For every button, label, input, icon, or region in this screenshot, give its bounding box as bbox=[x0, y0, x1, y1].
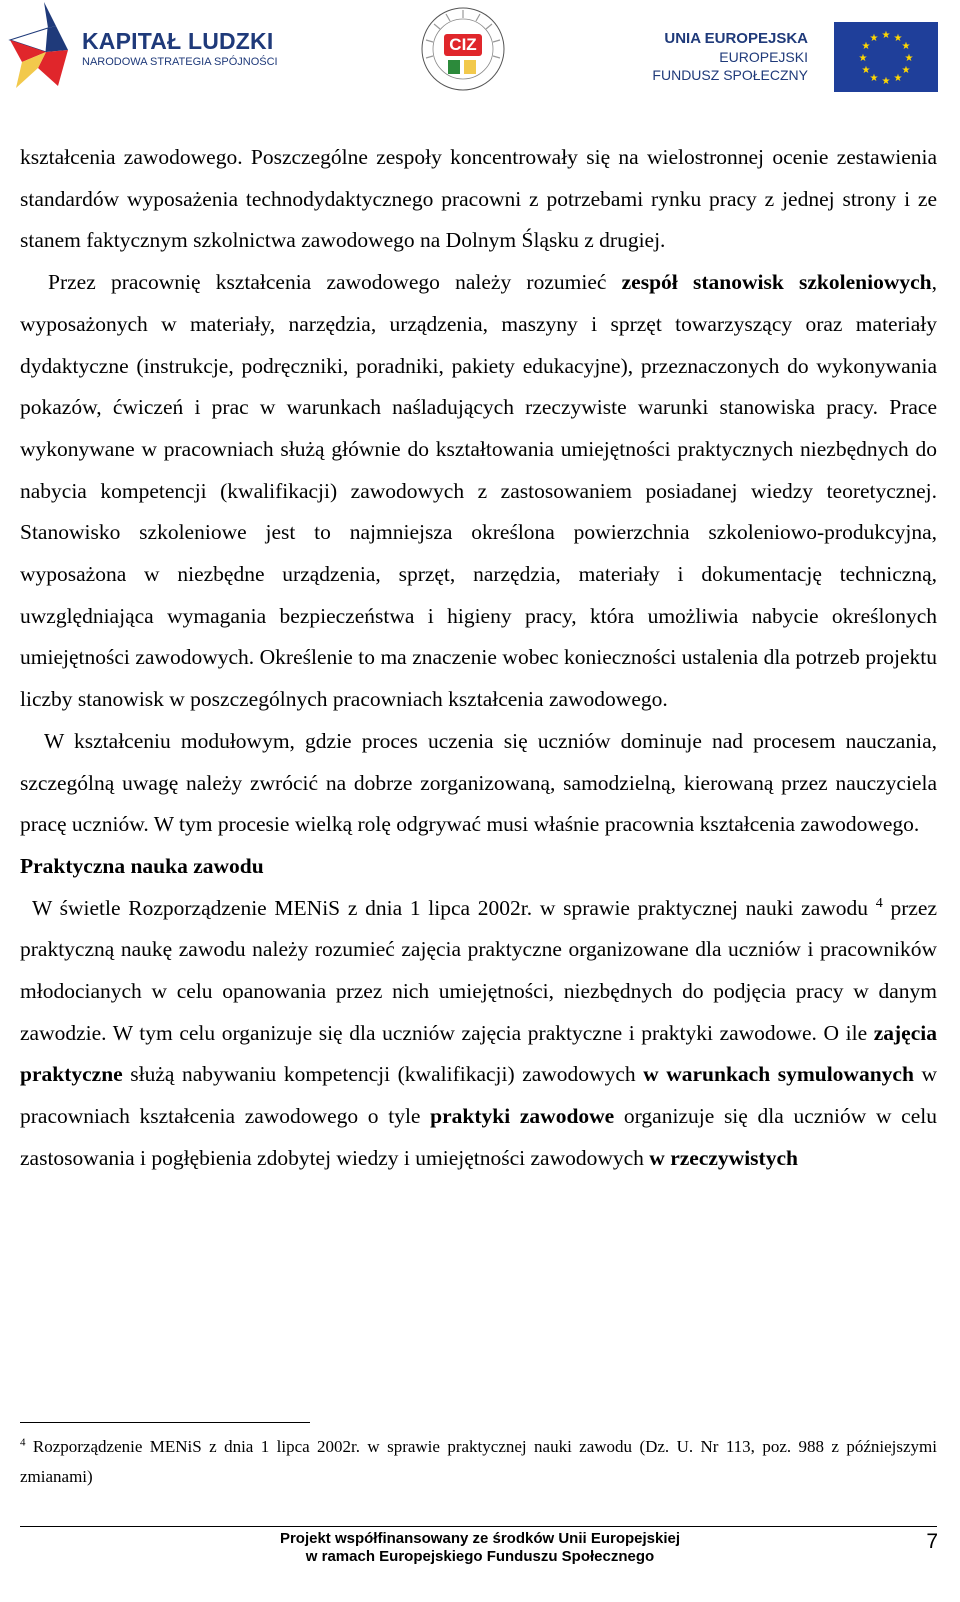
bold-term-rzeczywiste: w rzeczywistych bbox=[649, 1145, 798, 1170]
svg-text:★: ★ bbox=[858, 53, 868, 64]
paragraph-4: W świetle Rozporządzenie MENiS z dnia 1 lipca 2002r. w sprawie praktycznej nauki zawodu $^4$ przez praktyczną naukę zawodu należy rozumieć zajęcia praktyczne organizowane dla uczniów i pracowników młodocianych w celu opanowania przez nich umiejętności, niezbędnych do podjęcia pracy w danym zawodzie. W tym celu organizuje się dla uczniów zajęcia praktyczne i praktyki zawodowe. O ile zajęcia praktyczne służą nabywaniu kompetencji (kwalifikacji) zawodowych w warunkach symulowanych w pracowniach kształcenia zawodowego o tyle praktyki zawodowe organizuje się dla uczniów w celu zastosowania i pogłębienia zdobytej wiedzy i umiejętności zawodowych w rzeczywistych bbox=[20, 895, 937, 1170]
kapital-ludzki-star-icon bbox=[8, 0, 78, 90]
eu-efs-logo bbox=[652, 18, 950, 98]
paragraph-2: Przez pracownię kształcenia zawodowego należy rozumieć zespół stanowisk szkoleniowych, wyposażonych w materiały, narzędzia, urządzenia, maszyny i sprzęt towarzyszący oraz materiały dydaktyczne (instrukcje, podręczniki, poradniki, pakiety edukacyjne), przeznaczonych do wykonywania pokazów, ćwiczeń i prac w warunkach naśladujących rzeczywiste warunki stanowiska pracy. Prace wykonywane w pracowniach służą głównie do kształtowania umiejętności praktycznych niezbędnych do nabycia kompetencji (kwalifikacji) zawodowych z zastosowaniem posiadanej wiedzy teoretycznej. Stanowisko szkoleniowe jest to najmniejsza określona powierzchnia szkoleniowo-produkcyjna, wyposażona w niezbędne urządzenia, sprzęt, narzędzia, materiały i dokumentację techniczną, uwzględniająca wymagania bezpieczeństwa i higieny pracy, która umożliwia nabycie określonych umiejętności zawodowych. Określenie to ma znaczenie wobec konieczności ustalenia dla potrzeb projektu liczby stanowisk w poszczególnych pracowniach kształcenia zawodowego. bbox=[20, 270, 937, 712]
footer-divider bbox=[20, 1526, 937, 1527]
bold-term-zajecia-praktyczne: zajęcia praktyczne bbox=[20, 1020, 937, 1087]
bold-term-praktyki-zawodowe: praktyki zawodowe bbox=[430, 1104, 615, 1129]
section-heading: Praktyczna nauka zawodu bbox=[20, 853, 264, 878]
svg-text:★: ★ bbox=[869, 33, 879, 44]
page-number: 7 bbox=[926, 1530, 938, 1553]
eu-flag-icon bbox=[834, 22, 938, 92]
paragraph-3: W kształceniu modułowym, gdzie proces uczenia się uczniów dominuje nad procesem nauczania, szczególną uwagę należy zwrócić na dobrze zorganizowaną, samodzielną, kierowaną przez nauczyciela pracę uczniów. W tym procesie wielką rolę odgrywać musi właśnie pracownia kształcenia zawodowego. bbox=[20, 728, 937, 837]
document-body bbox=[20, 137, 937, 1180]
ciz-mark-text: CIZ bbox=[449, 35, 477, 54]
svg-text:★: ★ bbox=[904, 53, 914, 64]
kapital-ludzki-logo bbox=[8, 0, 278, 95]
svg-text:★: ★ bbox=[869, 73, 879, 84]
svg-text:★: ★ bbox=[901, 41, 911, 52]
ciz-logo bbox=[420, 6, 506, 92]
footnote-number: 4 bbox=[20, 1436, 26, 1449]
footnote-divider bbox=[20, 1422, 310, 1423]
svg-text:★: ★ bbox=[861, 41, 871, 52]
svg-text:★: ★ bbox=[901, 65, 911, 76]
footnote bbox=[20, 1432, 937, 1492]
footer-line-2: w ramach Europejskiego Funduszu Społecznego bbox=[305, 1548, 655, 1565]
svg-text:★: ★ bbox=[881, 30, 891, 41]
kapital-ludzki-title: KAPITAŁ LUDZKI bbox=[82, 28, 274, 54]
svg-text:★: ★ bbox=[861, 65, 871, 76]
footer-line-1: Projekt współfinansowany ze środków Unii Europejskiej bbox=[279, 1530, 681, 1547]
footnote-text: Rozporządzenie MENiS z dnia 1 lipca 2002r. w sprawie praktycznej nauki zawodu (Dz. U. Nr 113, poz. 988 z późniejszymi zmianami) bbox=[20, 1437, 937, 1486]
page-footer bbox=[0, 1530, 960, 1566]
page-header bbox=[0, 0, 960, 110]
eu-logo-line2: EUROPEJSKI bbox=[719, 49, 808, 65]
paragraph-1: kształcenia zawodowego. Poszczególne zespoły koncentrowały się na wielostronnej ocenie zestawienia standardów wyposażenia technodydaktycznego pracowni z potrzebami rynku pracy z jednej strony i ze stanem faktycznym szkolnictwa zawodowego na Dolnym Śląsku z drugiej. bbox=[20, 145, 937, 253]
eu-logo-line1: UNIA EUROPEJSKA bbox=[664, 30, 808, 47]
bold-term-warunki-symulowane: w warunkach symulowanych bbox=[643, 1062, 914, 1087]
svg-text:★: ★ bbox=[881, 76, 891, 87]
svg-text:★: ★ bbox=[893, 73, 903, 84]
bold-term-zespol-stanowisk: zespół stanowisk szkoleniowych bbox=[621, 270, 932, 295]
kapital-ludzki-subtitle: NARODOWA STRATEGIA SPÓJNOŚCI bbox=[82, 56, 278, 68]
eu-logo-text bbox=[652, 30, 808, 84]
eu-logo-line3: FUNDUSZ SPOŁECZNY bbox=[652, 67, 808, 83]
footnote-ref[interactable]: 4 bbox=[875, 895, 883, 911]
svg-text:★: ★ bbox=[893, 33, 903, 44]
